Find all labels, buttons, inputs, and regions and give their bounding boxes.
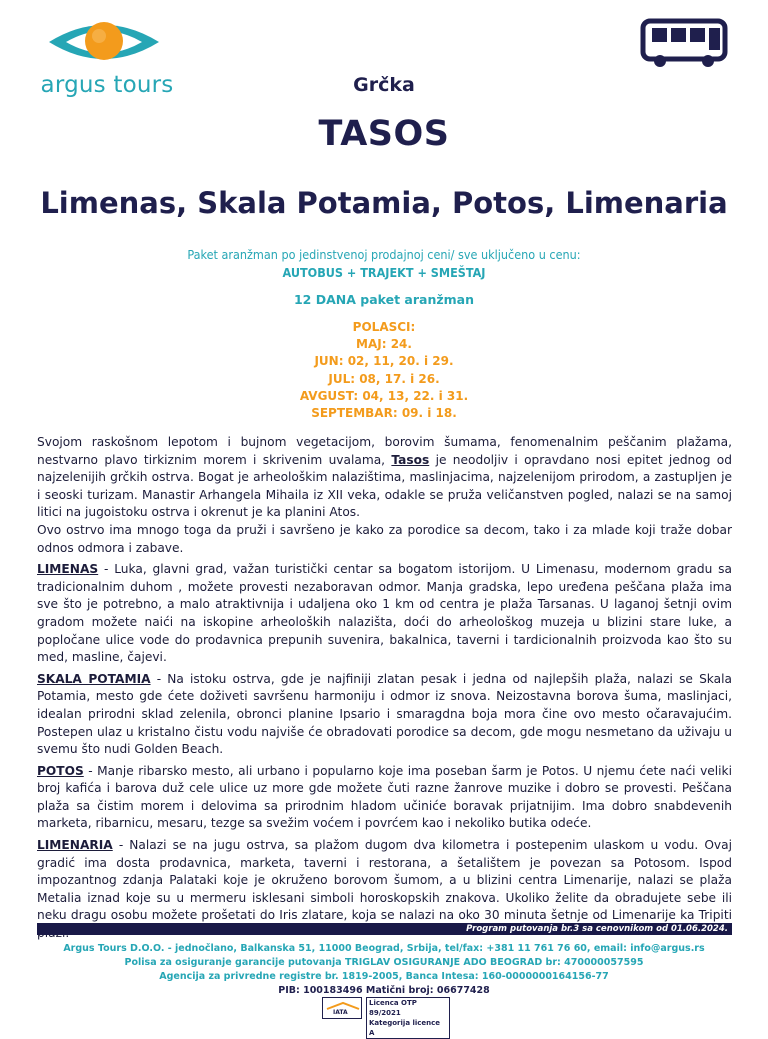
footer-line: Argus Tours D.O.O. - jednočlano, Balkanska 51, 11000 Beograd, Srbija, tel/fax: +381 11 761 76 60, email: info@argus.rs: [63, 943, 705, 954]
section-text: - Nalazi se na jugu ostrva, sa plažom dugom dva kilometra i postepenim ulaskom u vodu. Ovaj gradić ima dosta prodavnica, marketa, taverni i restorana, a šetalištem je povezan sa Potosom. Ispod impozantnog zdanja Palataki koje je okruženo borovom šumom, a u blizini centra Limenarije, nalazi se plaža Metalia iznad koje su u mermeru isklesani simboli horoskopskih znakova. Ukoliko želite da obradujete sebe ili neku dragu osobu možete prošetati do Iris zlatare, koja se nalazi na oko 30 minuta šetnje od Limenarije ka Tripiti: [37, 838, 732, 923]
section-limenas: [37, 561, 732, 667]
section-text: - Luka, glavni grad, važan turistički centar sa bogatom istorijom. U Limenasu, modernom gradu sa tradicionalnim duhom , možete provesti nezaboravan odmor. Manja gradska, lepo uređena peščana plaža ima sve što je potrebno, a malo atraktivnija i udaljena oko 1 km od centra je plaža Tarsanas. U laganoj šetnji ovim gradom možete naići na iskopine arheoloških nalazišta, doći do arheološkog muzeja u blizini stare luke, a popločane ulice vode do prodavnica prepunih suvenira, bakalnica, taverni i tardicionalnih proizvoda kao što su med, masline, čajevi.: [37, 562, 732, 665]
eye-sun-logo-icon: [44, 14, 164, 70]
program-bar: Program putovanja br.3 sa cenovnikom od 01.06.2024.: [37, 923, 732, 935]
departure-month: SEPTEMBAR:: [311, 406, 398, 421]
iata-license-block: [322, 997, 450, 1037]
section-skala-potamia: [37, 671, 732, 759]
departure-dates: 09. i 18.: [401, 406, 457, 421]
country-title: Grčka: [353, 74, 415, 96]
footer-line: Polisa za osiguranje garancije putovanja TRIGLAV OSIGURANJE ADO BEOGRAD br: 470000057595: [124, 957, 644, 968]
section-text: - Manje ribarsko mesto, ali urbano i popularno koje ima poseban šarm je Potos. U njemu ćete naći veliki broj kafića i barova duž cele ulice uz more gde možete čuti razne žanrove muzike i dobro se provesti. Peščana plaža sa čistim morem i delovima sa prirodnim hladom učiniće boravak prijatnijim. Ima dobro snabdevenih marketa, ribarnicu, mesaru, tezge sa svežim voćem i povrćem kao i nekoliko butika odeće.: [37, 763, 732, 831]
departures-block: [0, 319, 768, 422]
departure-month: JUN:: [314, 354, 344, 369]
departure-dates: 24.: [390, 337, 412, 352]
package-duration: 12 DANA paket aranžman: [293, 292, 475, 307]
bus-icon: [640, 18, 730, 74]
departure-month: JUL:: [328, 371, 356, 386]
departure-row: [0, 371, 768, 388]
brand-name: argus tours: [40, 72, 174, 98]
section-title: POTOS: [37, 763, 84, 778]
departures-title: POLASCI:: [352, 320, 416, 334]
package-intro: Paket aranžman po jedinstvenoj prodajnoj ceni/ sve uključeno u cenu:: [187, 247, 581, 262]
departure-month: MAJ:: [356, 337, 387, 352]
footer-line: PIB: 100183496 Matični broj: 06677428: [278, 985, 490, 996]
license-info: Licenca OTP 89/2021 Kategorija licence A: [366, 997, 450, 1039]
departure-dates: 08, 17. i 26.: [359, 371, 440, 386]
departure-month: AVGUST:: [299, 388, 359, 403]
section-title: SKALA POTAMIA: [37, 671, 151, 686]
places-title: Limenas, Skala Potamia, Potos, Limenaria: [40, 186, 728, 220]
departure-dates: 02, 11, 20. i 29.: [347, 354, 454, 369]
intro-paragraph: Svojom raskošnom lepotom i bujnom vegetacijom, borovim šumama, fenomenalnim peščanim plažama, nestvarno plavo tirkiznim morem i skrivenim uvalama, Tasos je neodoljiv i opravdano nosi epitet jednog od najzelenijih grčkih ostrva. Bogat je arheološkim nalazištima, maslinjacima, najzelenijom prirodom, a zastupljen je i seoski turizam. Manastir Arhangela Mihaila iz XII veka, odakle se pruža veličanstven pogled, nalazi se na samoj litici na jugoistoku ostrva i okrenut je ka planini Atos.: [37, 435, 732, 520]
departure-row: [0, 405, 768, 422]
description-body: [37, 434, 732, 943]
island-title: TASOS: [318, 114, 450, 154]
section-title: LIMENAS: [37, 562, 99, 577]
section-text: - Na istoku ostrva, gde je najfiniji zlatan pesak i jedna od najlepših plaža, nalazi se Skala Potamia, mesto gde ćete doživeti savršenu harmoniju i odmor iz snova. Neizostavna borova šuma, maslinjaci, idealan prirodni sklad zelenila, obronci planine Ipsario i smaragdna boja mora čine ovo mesto očaravajućim. Postepen ulaz u kristalno čistu vodu najviše će obradovati porodice sa decom, gde mogu nesmetano da uživaju u svemu što nudi Golden Beach.: [37, 671, 732, 757]
tasos-link[interactable]: Tasos: [391, 452, 430, 467]
footer-info: [0, 942, 768, 998]
section-potos: [37, 763, 732, 833]
intro-paragraph-2: Ovo ostrvo ima mnogo toga da pruži i savršeno je kako za porodice sa decom, tako i za mlade koji traže dobar odnos odmora i zabave.: [37, 522, 732, 555]
iata-logo-icon: [322, 997, 362, 1019]
departure-row: [0, 353, 768, 370]
iata-label: IATA: [333, 1009, 348, 1016]
departure-row: [0, 336, 768, 353]
footer-line: Agencija za privredne registre br. 1819-2005, Banca Intesa: 160-0000000164156-77: [159, 971, 609, 982]
section-title: LIMENARIA: [37, 838, 113, 853]
package-includes: AUTOBUS + TRAJEKT + SMEŠTAJ: [282, 265, 486, 280]
departure-row: [0, 388, 768, 405]
package-info: [0, 246, 768, 282]
departure-dates: 04, 13, 22. i 31.: [362, 388, 469, 403]
